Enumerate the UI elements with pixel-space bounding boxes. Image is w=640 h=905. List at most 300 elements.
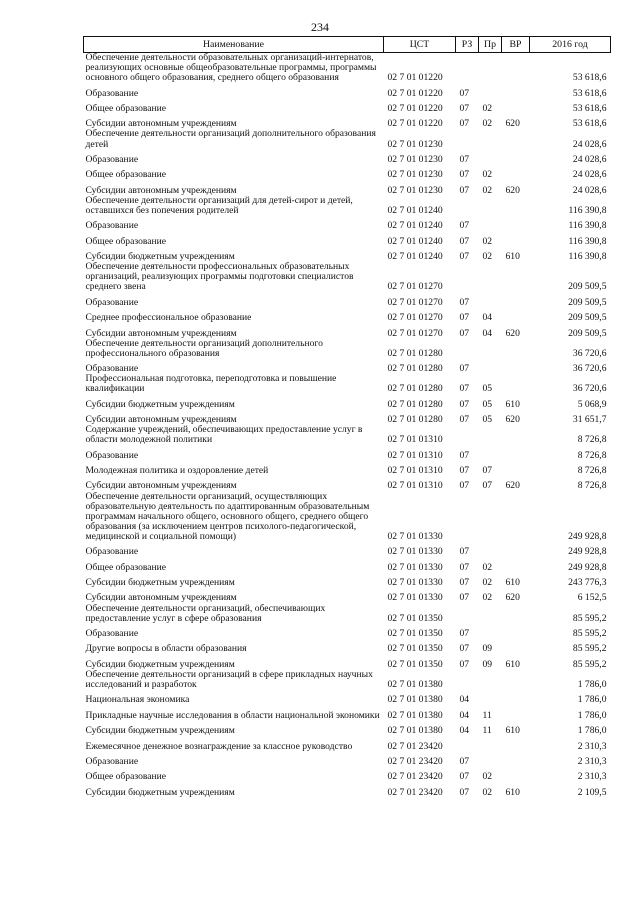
row-vr <box>502 53 530 84</box>
row-rz: 07 <box>459 296 470 308</box>
row-cst: 02 7 01 01380 <box>387 725 443 737</box>
row-pr: 02 <box>482 118 493 130</box>
row-name: Субсидии бюджетным учреждениям <box>85 658 235 670</box>
row-rz: 07 <box>459 643 470 655</box>
row-vr <box>502 150 530 165</box>
row-name: Национальная экономика <box>85 694 190 706</box>
row-amount: 53 618,6 <box>572 102 607 114</box>
row-pr: 02 <box>482 102 493 114</box>
row-rz: 07 <box>459 561 470 573</box>
row-vr <box>502 557 530 572</box>
row-vr <box>502 767 530 782</box>
table-row <box>84 150 611 165</box>
row-cst: 02 7 01 01280 <box>387 363 443 375</box>
row-rz <box>456 492 479 542</box>
row-rz: 07 <box>459 102 470 114</box>
row-name: Содержание учреждений, обеспечивающих предоставление услуг в области молодежной политики <box>85 424 363 446</box>
table-row <box>84 165 611 180</box>
row-vr <box>502 83 530 98</box>
row-amount: 249 928,8 <box>568 546 607 558</box>
row-name: Обеспечение деятельности организаций дополнительного профессионального образования <box>85 337 323 359</box>
table-header-row <box>84 37 611 53</box>
row-cst: 02 7 01 01280 <box>387 383 443 395</box>
row-pr: 05 <box>482 414 493 426</box>
row-amount: 249 928,8 <box>568 561 607 573</box>
row-name: Образование <box>85 153 139 165</box>
row-vr: 610 <box>505 725 520 737</box>
row-cst: 02 7 01 01240 <box>387 251 443 263</box>
row-amount: 8 726,8 <box>577 434 607 446</box>
row-amount: 85 595,2 <box>572 628 607 640</box>
row-vr <box>502 359 530 374</box>
row-amount: 1 786,0 <box>577 709 607 721</box>
row-rz <box>456 604 479 624</box>
row-name: Обеспечение деятельности профессиональных образовательных организаций, реализующих программы подготовки специалистов среднего звена <box>85 261 354 293</box>
row-amount: 243 776,3 <box>568 577 607 589</box>
row-pr: 02 <box>482 592 493 604</box>
row-vr: 620 <box>505 184 520 196</box>
row-rz: 04 <box>459 725 470 737</box>
row-rz <box>456 339 479 359</box>
row-amount: 2 310,3 <box>577 740 607 752</box>
row-vr <box>502 196 530 216</box>
row-pr: 04 <box>482 327 493 339</box>
table-row <box>84 359 611 374</box>
row-vr: 620 <box>505 118 520 130</box>
row-name: Общее образование <box>85 102 167 114</box>
row-pr <box>479 604 502 624</box>
row-name: Образование <box>85 87 139 99</box>
row-vr <box>502 736 530 751</box>
row-pr: 05 <box>482 383 493 395</box>
row-cst: 02 7 01 01240 <box>387 220 443 232</box>
row-name: Субсидии бюджетным учреждениям <box>85 786 235 798</box>
row-vr: 610 <box>505 251 520 263</box>
row-vr: 610 <box>505 786 520 798</box>
row-cst: 02 7 01 01350 <box>387 612 443 624</box>
row-cst: 02 7 01 01330 <box>387 592 443 604</box>
row-cst: 02 7 01 01270 <box>387 281 443 293</box>
table-row <box>84 624 611 639</box>
row-name: Среднее профессиональное образование <box>85 312 252 324</box>
row-amount: 53 618,6 <box>572 87 607 99</box>
row-pr <box>479 339 502 359</box>
row-pr <box>479 670 502 690</box>
table-row <box>84 604 611 624</box>
row-rz: 07 <box>459 755 470 767</box>
row-amount: 36 720,6 <box>572 363 607 375</box>
row-vr <box>502 639 530 654</box>
row-name: Образование <box>85 546 139 558</box>
row-cst: 02 7 01 01270 <box>387 327 443 339</box>
row-name: Субсидии автономным учреждениям <box>85 414 237 426</box>
row-amount: 209 509,5 <box>568 296 607 308</box>
row-pr <box>479 690 502 705</box>
row-rz <box>456 736 479 751</box>
row-name: Образование <box>85 755 139 767</box>
row-vr <box>502 262 530 292</box>
row-vr: 620 <box>505 480 520 492</box>
row-cst: 02 7 01 23420 <box>387 755 443 767</box>
row-pr: 02 <box>482 561 493 573</box>
row-amount: 1 786,0 <box>577 725 607 737</box>
row-rz <box>456 670 479 690</box>
row-amount: 36 720,6 <box>572 383 607 395</box>
row-name: Образование <box>85 363 139 375</box>
table-row <box>84 557 611 572</box>
row-rz: 07 <box>459 658 470 670</box>
row-amount: 1 786,0 <box>577 694 607 706</box>
row-name: Общее образование <box>85 235 167 247</box>
row-amount: 24 028,6 <box>572 138 607 150</box>
row-rz: 07 <box>459 118 470 130</box>
row-cst: 02 7 01 01350 <box>387 658 443 670</box>
row-pr <box>479 736 502 751</box>
row-rz: 07 <box>459 628 470 640</box>
row-cst: 02 7 01 01330 <box>387 577 443 589</box>
header-vr: ВР <box>502 37 530 53</box>
row-pr <box>479 752 502 767</box>
row-cst: 02 7 01 01280 <box>387 347 443 359</box>
row-cst: 02 7 01 01230 <box>387 169 443 181</box>
row-amount: 2 109,5 <box>577 786 607 798</box>
row-vr <box>502 425 530 445</box>
row-rz: 07 <box>459 786 470 798</box>
row-amount: 85 595,2 <box>572 643 607 655</box>
row-name: Субсидии бюджетным учреждениям <box>85 725 235 737</box>
row-cst: 02 7 01 01230 <box>387 138 443 150</box>
row-vr <box>502 461 530 476</box>
header-name: Наименование <box>84 37 384 53</box>
row-pr: 07 <box>482 480 493 492</box>
row-amount: 116 390,8 <box>568 220 607 232</box>
row-cst: 02 7 01 01380 <box>387 694 443 706</box>
row-name: Ежемесячное денежное вознаграждение за классное руководство <box>85 740 353 752</box>
budget-table <box>83 36 611 798</box>
row-pr: 02 <box>482 184 493 196</box>
row-vr <box>502 129 530 149</box>
table-row <box>84 445 611 460</box>
row-amount: 6 152,5 <box>577 592 607 604</box>
row-vr <box>502 670 530 690</box>
row-vr <box>502 165 530 180</box>
row-pr: 02 <box>482 577 493 589</box>
row-cst: 02 7 01 01310 <box>387 480 443 492</box>
row-rz: 07 <box>459 398 470 410</box>
row-rz: 07 <box>459 465 470 477</box>
table-row <box>84 308 611 323</box>
row-cst: 02 7 01 01240 <box>387 235 443 247</box>
row-rz <box>456 425 479 445</box>
row-amount: 24 028,6 <box>572 169 607 181</box>
row-vr: 610 <box>505 577 520 589</box>
row-amount: 209 509,5 <box>568 281 607 293</box>
row-name: Образование <box>85 628 139 640</box>
row-name: Обеспечение деятельности образовательных организаций-интернатов, реализующих основные общеобразовательные программы, программы основного общего образования, среднего общего образования <box>85 52 377 84</box>
row-name: Обеспечение деятельности организаций, обеспечивающих предоставление услуг в сфере образования <box>85 602 326 624</box>
table-row <box>84 196 611 216</box>
row-cst: 02 7 01 01220 <box>387 102 443 114</box>
row-cst: 02 7 01 01240 <box>387 204 443 216</box>
row-vr <box>502 99 530 114</box>
row-rz: 07 <box>459 327 470 339</box>
row-amount: 24 028,6 <box>572 184 607 196</box>
row-vr <box>502 752 530 767</box>
row-cst: 02 7 01 01270 <box>387 296 443 308</box>
row-name: Субсидии бюджетным учреждениям <box>85 577 235 589</box>
row-amount: 2 310,3 <box>577 771 607 783</box>
table-body <box>84 53 611 798</box>
row-cst: 02 7 01 23420 <box>387 786 443 798</box>
row-pr <box>479 83 502 98</box>
row-name: Субсидии автономным учреждениям <box>85 118 237 130</box>
header-year: 2016 год <box>530 37 611 53</box>
row-pr <box>479 292 502 307</box>
row-pr <box>479 542 502 557</box>
row-cst: 02 7 01 01220 <box>387 87 443 99</box>
row-rz: 07 <box>459 184 470 196</box>
row-pr: 11 <box>482 725 492 737</box>
row-rz: 07 <box>459 363 470 375</box>
table-row <box>84 767 611 782</box>
row-amount: 53 618,6 <box>572 72 607 84</box>
row-rz: 04 <box>459 709 470 721</box>
row-amount: 31 651,7 <box>572 414 607 426</box>
header-cst: ЦСТ <box>384 37 456 53</box>
row-pr <box>479 445 502 460</box>
row-name: Профессиональная подготовка, переподготовка и повышение квалификации <box>85 373 337 395</box>
row-name: Образование <box>85 449 139 461</box>
row-name: Общее образование <box>85 771 167 783</box>
row-amount: 209 509,5 <box>568 312 607 324</box>
table-row <box>84 573 611 588</box>
row-pr: 05 <box>482 398 493 410</box>
table-row <box>84 114 611 129</box>
table-row <box>84 752 611 767</box>
row-pr: 02 <box>482 251 493 263</box>
row-amount: 116 390,8 <box>568 204 607 216</box>
row-cst: 02 7 01 01310 <box>387 449 443 461</box>
row-cst: 02 7 01 01220 <box>387 118 443 130</box>
table-row <box>84 339 611 359</box>
row-name: Обеспечение деятельности организаций, осуществляющих образовательную деятельность по адаптированным образовательным программам начального общего, основного общего, среднего общего образования (за исключением центров психолого-педагогической, медицинской и социальной помощи) <box>85 490 370 542</box>
row-amount: 85 595,2 <box>572 658 607 670</box>
table-row <box>84 655 611 670</box>
row-pr: 02 <box>482 235 493 247</box>
row-vr <box>502 542 530 557</box>
row-vr <box>502 216 530 231</box>
row-pr: 11 <box>482 709 492 721</box>
row-pr: 09 <box>482 643 493 655</box>
row-rz: 07 <box>459 480 470 492</box>
table-row <box>84 461 611 476</box>
row-vr <box>502 690 530 705</box>
row-pr <box>479 129 502 149</box>
row-amount: 8 726,8 <box>577 480 607 492</box>
table-row <box>84 670 611 690</box>
row-cst: 02 7 01 01350 <box>387 643 443 655</box>
row-pr <box>479 150 502 165</box>
row-cst: 02 7 01 01330 <box>387 530 443 542</box>
row-name: Обеспечение деятельности организаций для детей-сирот и детей, оставшихся без попечения родителей <box>85 194 353 216</box>
table-row <box>84 706 611 721</box>
row-cst: 02 7 01 23420 <box>387 740 443 752</box>
table-row <box>84 736 611 751</box>
row-vr <box>502 308 530 323</box>
row-vr <box>502 231 530 246</box>
row-rz: 07 <box>459 153 470 165</box>
row-vr: 620 <box>505 414 520 426</box>
row-name: Субсидии автономным учреждениям <box>85 592 237 604</box>
row-rz: 07 <box>459 577 470 589</box>
row-rz: 07 <box>459 87 470 99</box>
row-cst: 02 7 01 01280 <box>387 414 443 426</box>
row-name: Субсидии автономным учреждениям <box>85 480 237 492</box>
row-name: Субсидии бюджетным учреждениям <box>85 398 235 410</box>
table-row <box>84 83 611 98</box>
row-pr <box>479 216 502 231</box>
row-amount: 5 068,9 <box>577 398 607 410</box>
page-number: 234 <box>311 20 329 34</box>
row-cst: 02 7 01 01310 <box>387 434 443 446</box>
row-name: Молодежная политика и оздоровление детей <box>85 465 269 477</box>
row-rz: 07 <box>459 449 470 461</box>
row-rz: 07 <box>459 771 470 783</box>
row-vr <box>502 492 530 542</box>
row-pr <box>479 196 502 216</box>
row-amount: 36 720,6 <box>572 347 607 359</box>
table-row <box>84 292 611 307</box>
table-row <box>84 216 611 231</box>
row-pr <box>479 262 502 292</box>
row-amount: 249 928,8 <box>568 530 607 542</box>
row-rz: 07 <box>459 312 470 324</box>
row-rz: 07 <box>459 251 470 263</box>
row-name: Образование <box>85 296 139 308</box>
row-vr <box>502 292 530 307</box>
row-rz: 07 <box>459 592 470 604</box>
row-pr: 09 <box>482 658 493 670</box>
row-pr: 02 <box>482 786 493 798</box>
row-pr <box>479 492 502 542</box>
row-cst: 02 7 01 01380 <box>387 679 443 691</box>
row-name: Субсидии автономным учреждениям <box>85 327 237 339</box>
table-row <box>84 492 611 542</box>
row-pr <box>479 425 502 445</box>
row-rz: 07 <box>459 235 470 247</box>
row-amount: 116 390,8 <box>568 251 607 263</box>
row-cst: 02 7 01 01270 <box>387 312 443 324</box>
table-row <box>84 323 611 338</box>
row-cst: 02 7 01 01330 <box>387 561 443 573</box>
table-row <box>84 425 611 445</box>
table-row <box>84 639 611 654</box>
row-vr <box>502 445 530 460</box>
table-row <box>84 721 611 736</box>
row-cst: 02 7 01 01350 <box>387 628 443 640</box>
row-vr: 610 <box>505 398 520 410</box>
row-pr <box>479 624 502 639</box>
row-name: Прикладные научные исследования в области национальной экономики <box>85 709 380 721</box>
row-vr: 620 <box>505 592 520 604</box>
row-rz <box>456 196 479 216</box>
table-row <box>84 247 611 262</box>
row-name: Обеспечение деятельности организаций в сфере прикладных научных исследований и разработок <box>85 668 373 691</box>
row-name: Субсидии бюджетным учреждениям <box>85 251 235 263</box>
row-cst: 02 7 01 01330 <box>387 546 443 558</box>
row-vr <box>502 706 530 721</box>
row-name: Общее образование <box>85 561 167 573</box>
row-rz: 07 <box>459 169 470 181</box>
row-cst: 02 7 01 01280 <box>387 398 443 410</box>
row-vr: 620 <box>505 327 520 339</box>
row-rz: 07 <box>459 220 470 232</box>
table-row <box>84 476 611 491</box>
row-vr: 610 <box>505 658 520 670</box>
row-rz: 07 <box>459 546 470 558</box>
row-rz: 04 <box>459 694 470 706</box>
row-amount: 2 310,3 <box>577 755 607 767</box>
row-name: Другие вопросы в области образования <box>85 643 247 655</box>
table-row <box>84 180 611 195</box>
row-amount: 116 390,8 <box>568 235 607 247</box>
row-cst: 02 7 01 01230 <box>387 184 443 196</box>
row-name: Субсидии автономным учреждениям <box>85 184 237 196</box>
row-cst: 02 7 01 01220 <box>387 72 443 84</box>
row-pr: 02 <box>482 169 493 181</box>
row-vr <box>502 374 530 394</box>
table-row <box>84 99 611 114</box>
row-pr <box>479 53 502 84</box>
table-row <box>84 394 611 409</box>
table-row <box>84 690 611 705</box>
row-amount: 8 726,8 <box>577 465 607 477</box>
row-pr: 07 <box>482 465 493 477</box>
row-amount: 53 618,6 <box>572 118 607 130</box>
table-row <box>84 542 611 557</box>
table-row <box>84 53 611 84</box>
table-row <box>84 588 611 603</box>
table-row <box>84 374 611 394</box>
row-rz <box>456 53 479 84</box>
row-pr <box>479 359 502 374</box>
header-pr: Пр <box>479 37 502 53</box>
table-row <box>84 410 611 425</box>
row-vr <box>502 339 530 359</box>
table-row <box>84 129 611 149</box>
table-row <box>84 231 611 246</box>
row-cst: 02 7 01 01310 <box>387 465 443 477</box>
row-amount: 1 786,0 <box>577 679 607 691</box>
row-pr: 04 <box>482 312 493 324</box>
row-name: Обеспечение деятельности организаций дополнительного образования детей <box>85 128 376 150</box>
row-cst: 02 7 01 23420 <box>387 771 443 783</box>
row-amount: 8 726,8 <box>577 449 607 461</box>
row-cst: 02 7 01 01380 <box>387 709 443 721</box>
row-cst: 02 7 01 01230 <box>387 153 443 165</box>
row-rz: 07 <box>459 414 470 426</box>
row-amount: 85 595,2 <box>572 612 607 624</box>
row-amount: 24 028,6 <box>572 153 607 165</box>
row-amount: 209 509,5 <box>568 327 607 339</box>
row-vr <box>502 624 530 639</box>
table-row <box>84 782 611 797</box>
row-name: Общее образование <box>85 169 167 181</box>
table-row <box>84 262 611 292</box>
row-rz: 07 <box>459 383 470 395</box>
row-rz <box>456 129 479 149</box>
row-rz <box>456 262 479 292</box>
